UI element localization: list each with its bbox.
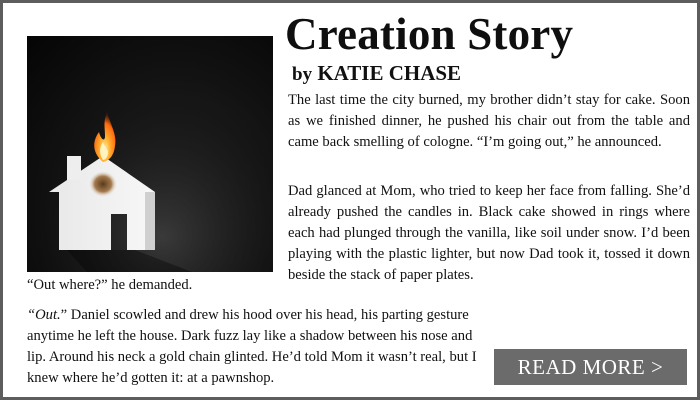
story-paragraph-3: “Out where?” he demanded. xyxy=(27,277,193,293)
story-paragraph-1: The last time the city burned, my brother didn’t stay for cake. Soon as we finished dinner, he pushed his chair out from the table and came back smelling of cologne. “I’m going out,” he announced. xyxy=(288,92,690,150)
story-paragraph-4-emphasis: “Out. xyxy=(27,307,61,323)
story-paragraph-4-text: ” Daniel scowled and drew his hood over his head, his parting gesture anytime he left the house. Dark fuzz lay like a shadow between his nose and lip. Around his neck a gold chain glinted. He’d told Mom it wasn’t real, but I knew where he’d gotten it: at a pawnshop. xyxy=(27,307,477,386)
story-paragraph-2: Dad glanced at Mom, who tried to keep her face from falling. She’d already pushed the candles in. Black cake showed in rings where each had plunged through the vanilla, like soil under snow. I’d been playing with the plastic lighter, but now Dad took it, tossed it down beside the stack of paper plates. xyxy=(288,183,690,283)
author-name: KATIE CHASE xyxy=(317,61,462,85)
story-paragraph-4 xyxy=(27,305,485,389)
article-title: Creation Story xyxy=(285,9,574,59)
read-more-button[interactable]: READ MORE > xyxy=(494,349,687,385)
burning-house-image xyxy=(27,36,273,272)
burning-paper-house-icon xyxy=(27,36,273,272)
byline xyxy=(292,61,461,87)
byline-prefix: by xyxy=(292,64,313,85)
